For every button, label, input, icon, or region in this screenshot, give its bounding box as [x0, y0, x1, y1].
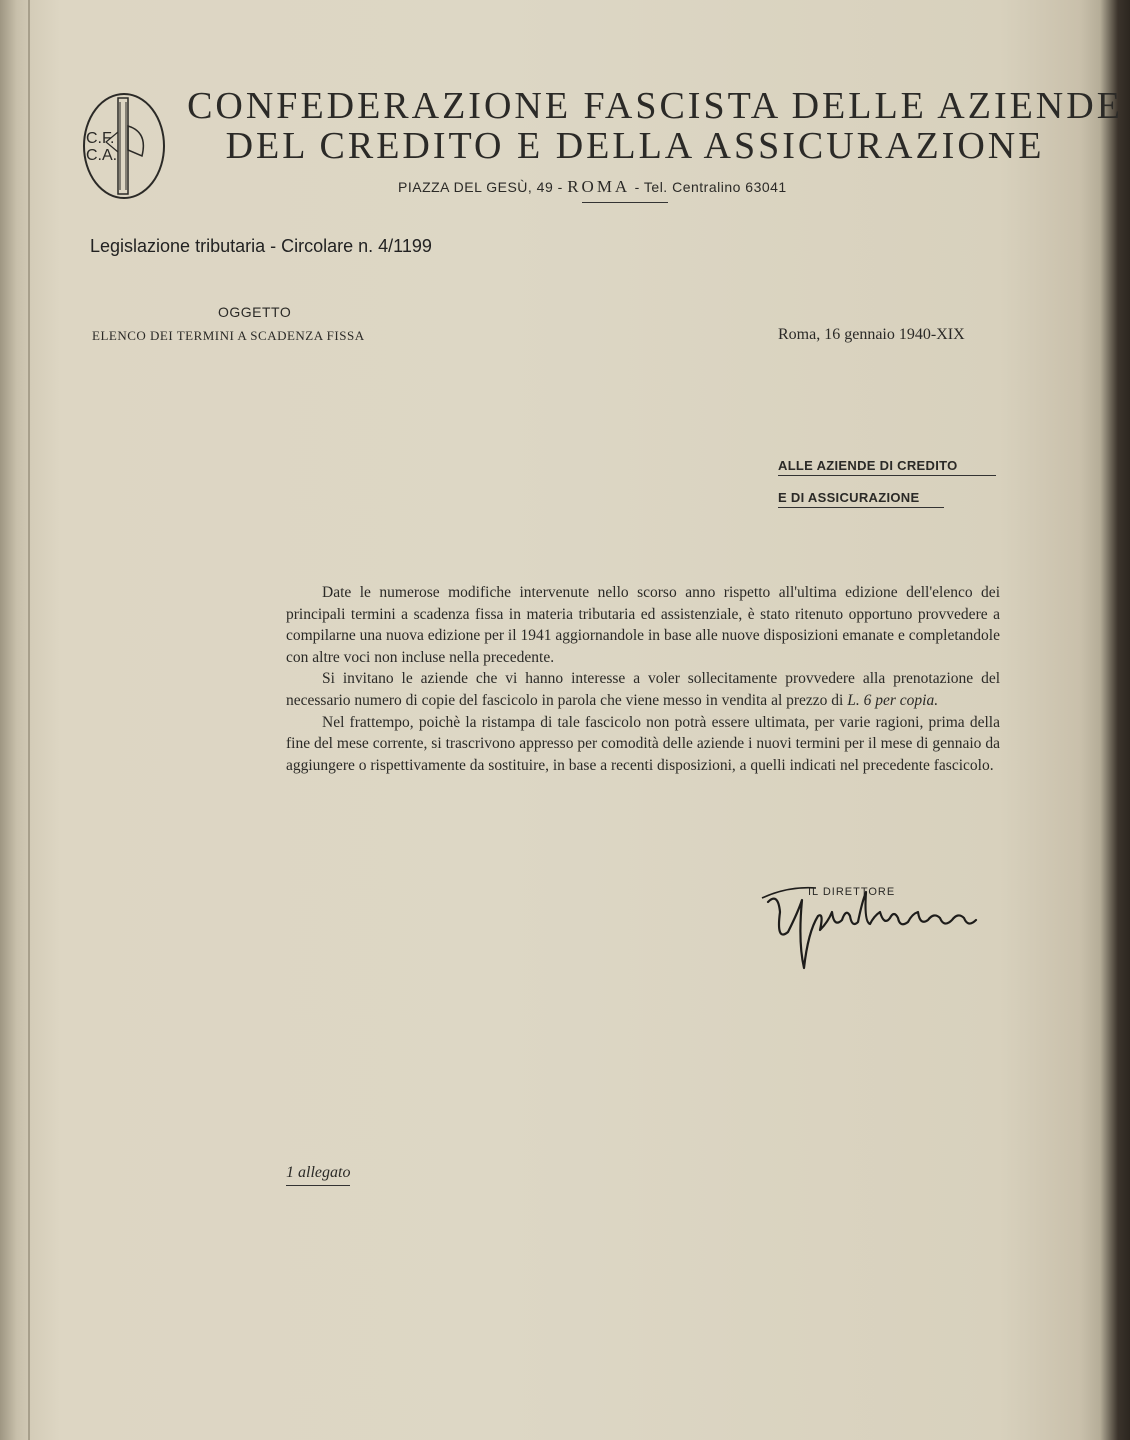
body-paragraph-2	[286, 668, 1000, 711]
oggetto-label: OGGETTO	[218, 304, 292, 320]
letterhead-address	[398, 177, 787, 197]
seal-initials-2: C.A.	[86, 147, 118, 164]
oggetto-subject: ELENCO DEI TERMINI A SCADENZA FISSA	[92, 328, 365, 343]
addressee-line-1: ALLE AZIENDE DI CREDITO	[778, 458, 996, 476]
attachment-note: 1 allegato	[286, 1164, 350, 1186]
letter-body	[286, 582, 1000, 776]
address-phone: - Tel. Centralino 63041	[630, 179, 787, 195]
body-paragraph-2-text: Si invitano le aziende che vi hanno interesse a voler sollecitamente provvedere alla prenotazione del necessario numero di copie del fascicolo in parola che viene messo in vendita al prezzo di	[286, 670, 1000, 709]
page-fold	[28, 0, 30, 1440]
address-street: PIAZZA DEL GESÙ, 49 -	[398, 179, 568, 195]
director-signature	[758, 872, 1008, 982]
body-paragraph-1: Date le numerose modifiche intervenute nello scorso anno rispetto all'ultima edizione dell'elenco dei principali termini a scadenza fissa in materia tributaria ed assistenziale, è stato ritenuto opportuno provvedere a compilarne una nuova edizione per il 1941 aggiornandole in base alle nuove disposizioni emanate e completandole con altre voci non incluse nella precedente.	[286, 584, 1000, 666]
address-city: ROMA	[567, 177, 631, 196]
letterhead-rule	[582, 202, 668, 203]
director-title: IL DIRETTORE	[808, 886, 896, 898]
book-binding	[0, 0, 28, 1440]
letterhead-line-1: CONFEDERAZIONE FASCISTA DELLE AZIENDE	[187, 85, 1123, 127]
body-paragraph-3: Nel frattempo, poichè la ristampa di tale fascicolo non potrà essere ultimata, per varie ragioni, prima della fine del mese corrente, si trascrivono appresso per comodità delle aziende i nuovi termini per il mese di gennaio da aggiungere o rispettivamente da sostituire, in base a recenti disposizioni, a quelli indicati nel precedente fascicolo.	[286, 713, 1000, 774]
price-text: L. 6 per copia.	[847, 691, 939, 709]
letter-date: Roma, 16 gennaio 1940-XIX	[778, 326, 965, 343]
letterhead-line-2: DEL CREDITO E DELLA ASSICURAZIONE	[225, 125, 1045, 167]
addressee-line-2: E DI ASSICURAZIONE	[778, 490, 944, 508]
circolare-reference: Legislazione tributaria - Circolare n. 4/1199	[90, 236, 432, 256]
seal-initials-1: C.F.	[86, 130, 115, 147]
